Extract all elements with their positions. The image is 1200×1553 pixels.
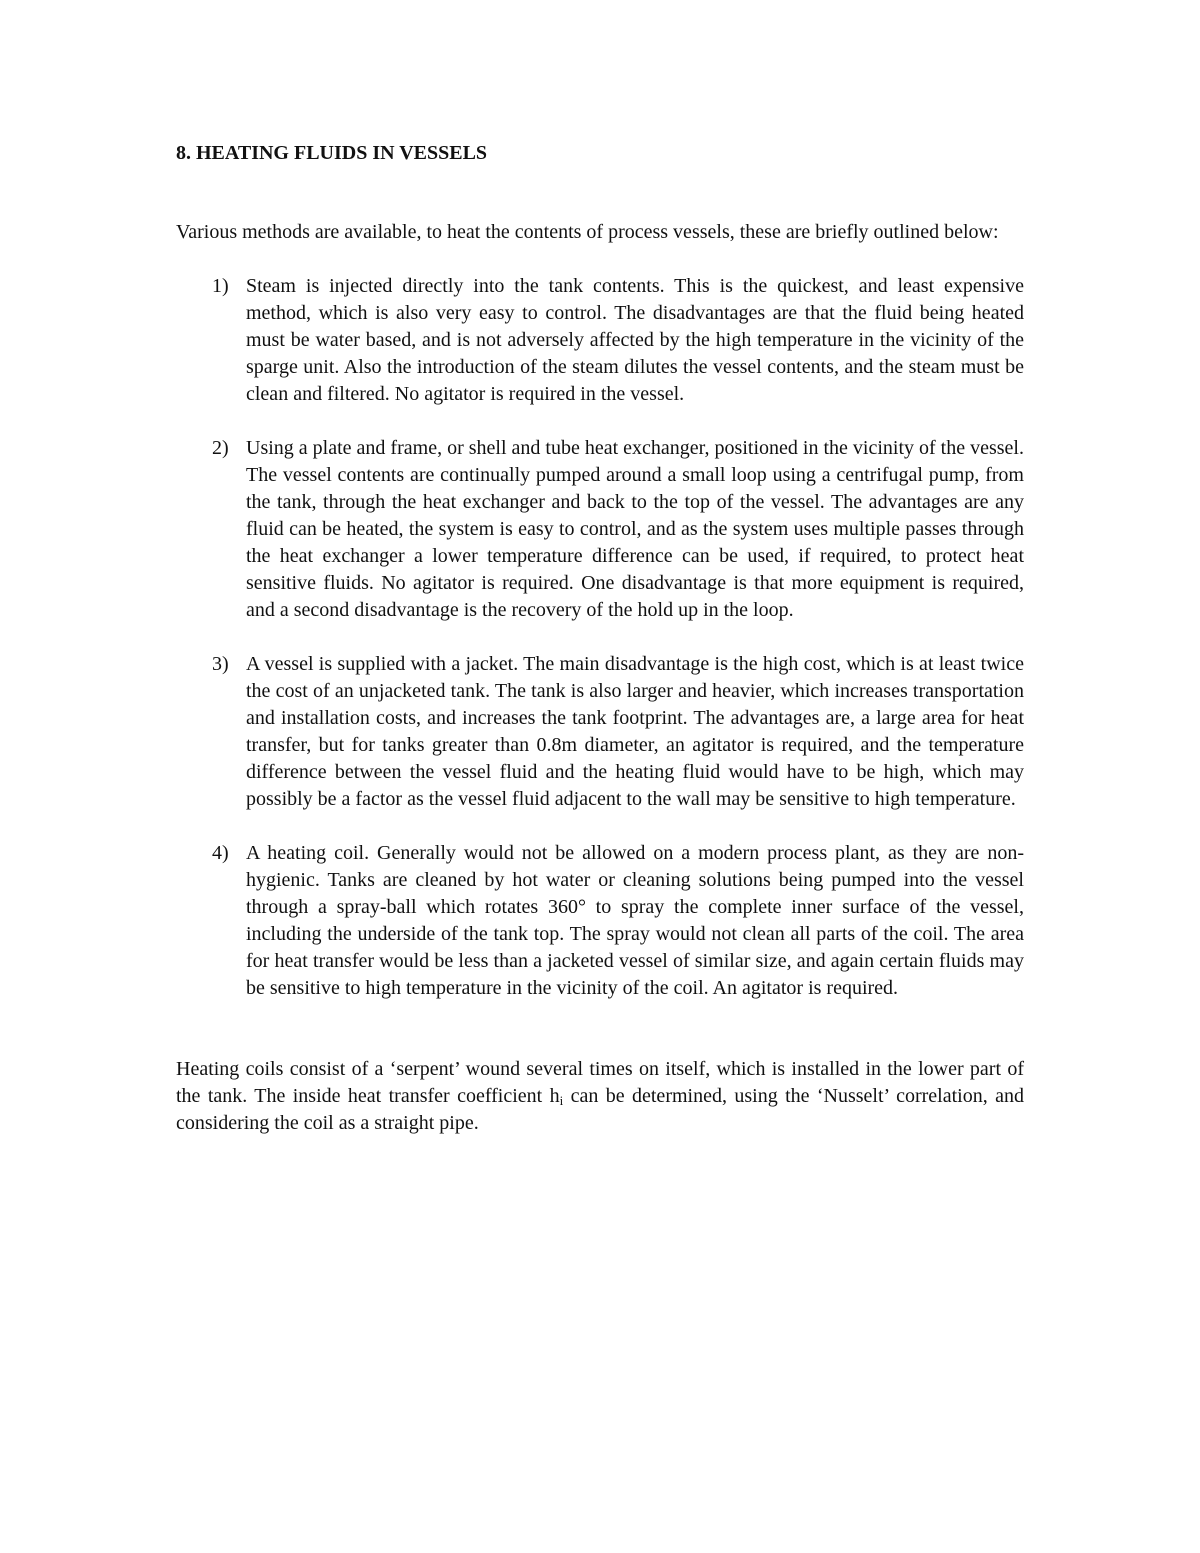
list-item bbox=[176, 273, 1024, 408]
intro-paragraph: Various methods are available, to heat the contents of process vessels, these are briefly outlined below: bbox=[176, 221, 999, 243]
list-item bbox=[176, 651, 1024, 813]
document-page bbox=[176, 140, 1024, 1137]
section-heading: 8. HEATING FLUIDS IN VESSELS bbox=[176, 142, 488, 164]
list-item-text: Using a plate and frame, or shell and tube heat exchanger, positioned in the vicinity of the vessel. The vessel contents are continually pumped around a small loop using a centrifugal pump, from the tank, through the heat exchanger and back to the top of the vessel. The advantages are any fluid can be heated, the system is easy to control, and as the system uses multiple passes through the heat exchanger a lower temperature difference can be used, if required, to protect heat sensitive fluids. No agitator is required. One disadvantage is that more equipment is required, and a second disadvantage is the recovery of the hold up in the loop. bbox=[246, 437, 1024, 621]
list-marker: 1) bbox=[212, 275, 229, 297]
closing-paragraph bbox=[176, 1056, 1024, 1137]
list-marker: 2) bbox=[212, 437, 229, 459]
list-item-text: A vessel is supplied with a jacket. The main disadvantage is the high cost, which is at least twice the cost of an unjacketed tank. The tank is also larger and heavier, which increases transportation and installation costs, and increases the tank footprint. The advantages are, a large area for heat transfer, but for tanks greater than 0.8m diameter, an agitator is required, and the temperature difference between the vessel fluid and the heating fluid would have to be high, which may possibly be a factor as the vessel fluid adjacent to the wall may be sensitive to high temperature. bbox=[246, 653, 1024, 810]
methods-list bbox=[176, 273, 1024, 1002]
list-item bbox=[176, 435, 1024, 624]
closing-text-end: can be determined, using the ‘Nusselt’ correlation, and considering the coil as a straight pipe. bbox=[176, 1085, 1024, 1134]
list-marker: 4) bbox=[212, 842, 229, 864]
list-marker: 3) bbox=[212, 653, 229, 675]
list-item bbox=[176, 840, 1024, 1002]
closing-text-start: Heating coils consist of a ‘serpent’ wound several times on itself, which is installed in the lower part of the tank. The inside heat transfer coefficient h bbox=[176, 1058, 1024, 1107]
list-item-text: A heating coil. Generally would not be allowed on a modern process plant, as they are non-hygienic. Tanks are cleaned by hot water or cleaning solutions being pumped into the vessel through a spray-ball which rotates 360° to spray the complete inner surface of the vessel, including the underside of the tank top. The spray would not clean all parts of the coil. The area for heat transfer would be less than a jacketed vessel of similar size, and again certain fluids may be sensitive to high temperature in the vicinity of the coil. An agitator is required. bbox=[246, 842, 1024, 999]
list-item-text: Steam is injected directly into the tank contents. This is the quickest, and least expensive method, which is also very easy to control. The disadvantages are that the fluid being heated must be water based, and is not adversely affected by the high temperature in the vicinity of the sparge unit. Also the introduction of the steam dilutes the vessel contents, and the steam must be clean and filtered. No agitator is required in the vessel. bbox=[246, 275, 1024, 405]
coefficient-subscript: i bbox=[559, 1093, 564, 1108]
